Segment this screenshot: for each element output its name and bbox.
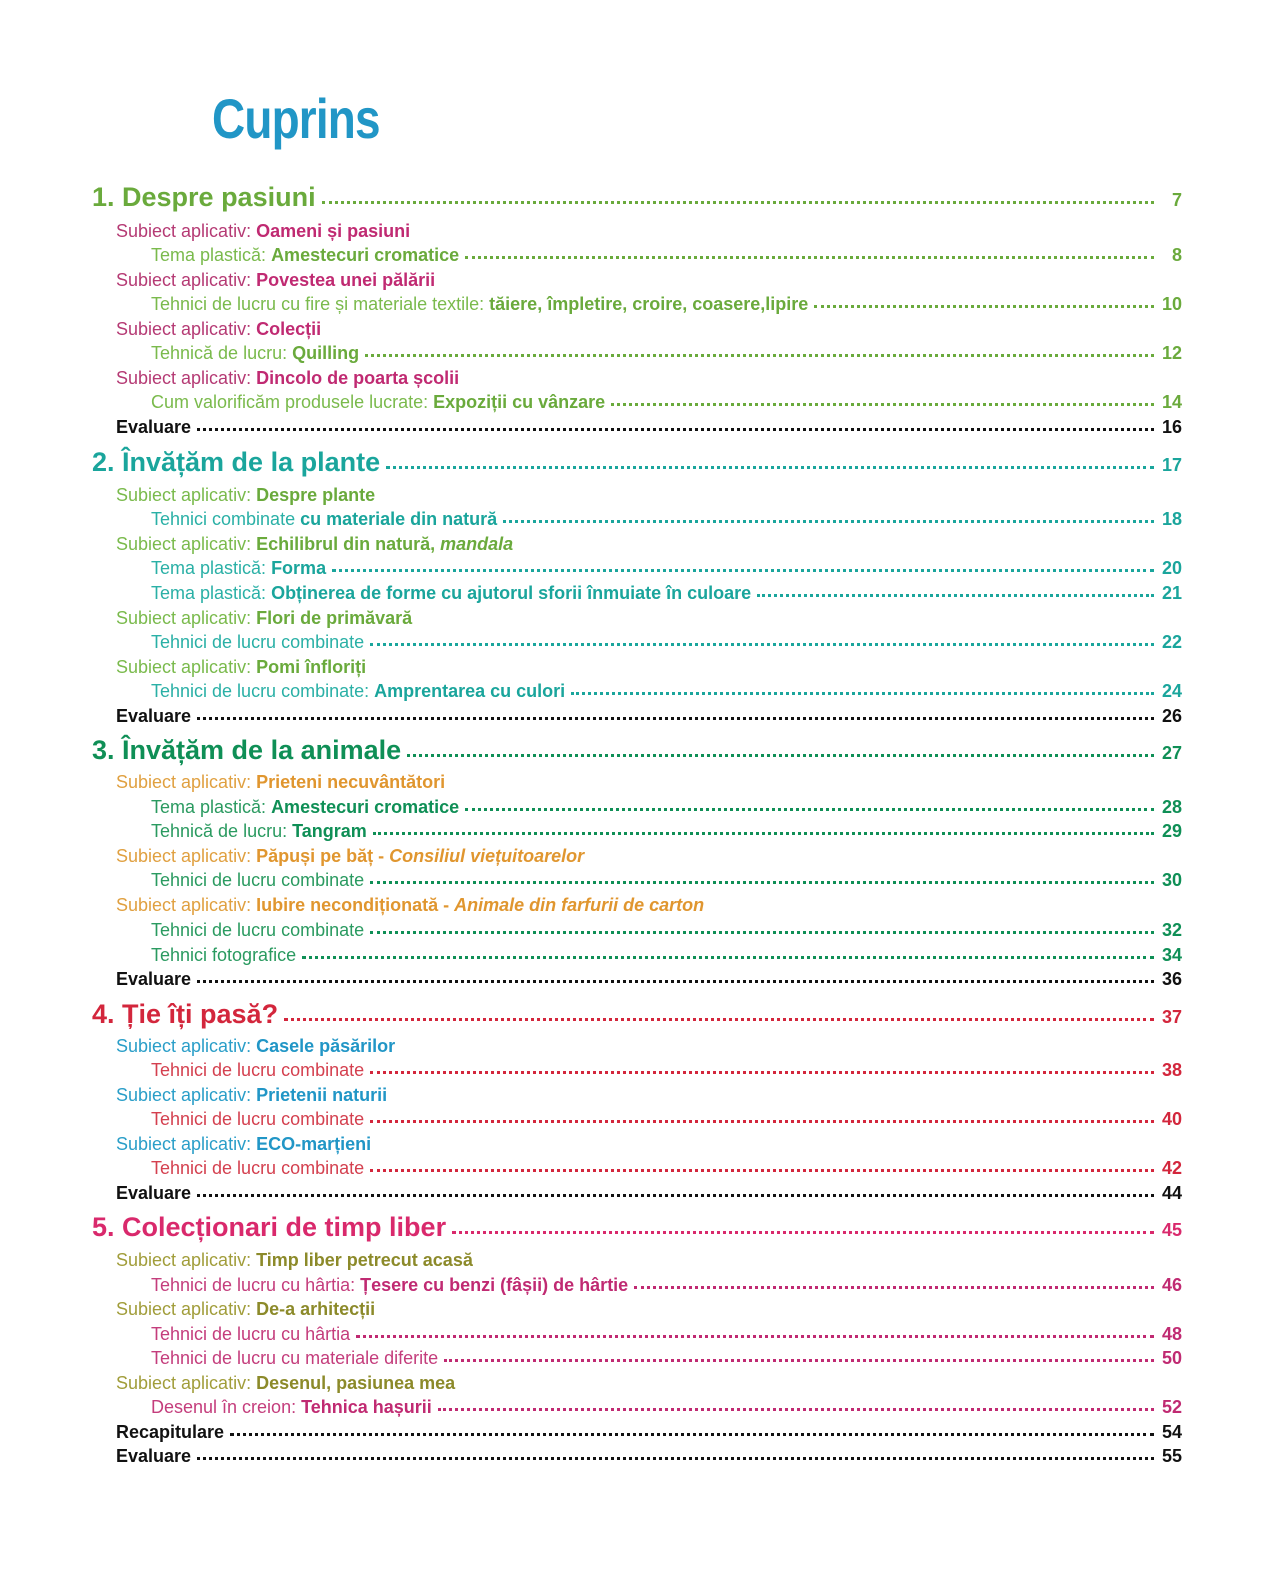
page-number: 14 bbox=[1161, 392, 1182, 412]
toc-entry-text bbox=[116, 707, 191, 725]
page-number: 20 bbox=[1161, 558, 1182, 578]
toc-entry-text bbox=[92, 1214, 446, 1241]
toc-entry-text bbox=[116, 773, 445, 791]
toc-entry-label: Evaluare bbox=[116, 969, 192, 989]
toc-entry-text bbox=[116, 535, 513, 553]
toc-entry-title: Desenul, pasiunea mea bbox=[256, 1373, 456, 1393]
toc-chapter bbox=[92, 449, 1182, 476]
toc-entry-text bbox=[92, 1001, 278, 1028]
toc-evaluation bbox=[116, 1447, 1182, 1465]
dot-leader bbox=[197, 1190, 1154, 1197]
toc-entry-text bbox=[151, 682, 565, 700]
page-number: 50 bbox=[1161, 1348, 1182, 1368]
dot-leader bbox=[365, 350, 1154, 357]
toc-entry-label: Recapitulare bbox=[116, 1422, 225, 1442]
toc-entry bbox=[151, 1061, 1182, 1079]
toc-entry-text bbox=[151, 295, 808, 313]
dot-leader bbox=[465, 804, 1154, 811]
toc-entry-label: 3. Învățăm de la animale bbox=[92, 735, 402, 765]
toc-entry-title: De-a arhitecții bbox=[256, 1299, 376, 1319]
toc-entry-title: Tangram bbox=[292, 821, 367, 841]
toc-entry-title: Amestecuri cromatice bbox=[271, 245, 460, 265]
toc-entry-text bbox=[151, 1276, 628, 1294]
toc-entry-text bbox=[116, 970, 191, 988]
toc-entry-title: Iubire necondiționată - bbox=[256, 895, 455, 915]
dot-leader bbox=[370, 1165, 1154, 1172]
toc-entry-text bbox=[92, 449, 380, 476]
dot-leader bbox=[370, 927, 1154, 934]
toc-subject bbox=[116, 1251, 473, 1269]
dot-leader bbox=[230, 1429, 1154, 1436]
page-number: 37 bbox=[1161, 1007, 1182, 1027]
toc-entry-label: Subiect aplicativ: bbox=[116, 772, 257, 792]
toc-entry-label: Tema plastică: bbox=[151, 558, 272, 578]
dot-leader bbox=[634, 1282, 1154, 1289]
toc-entry-label: 4. Ție îți pasă? bbox=[92, 999, 279, 1029]
page-number: 21 bbox=[1161, 583, 1182, 603]
page-number: 28 bbox=[1161, 797, 1182, 817]
toc-entry bbox=[151, 559, 1182, 577]
toc-entry-text bbox=[151, 393, 605, 411]
toc-entry bbox=[151, 1325, 1182, 1343]
toc-entry bbox=[151, 921, 1182, 939]
page-number: 34 bbox=[1161, 945, 1182, 965]
toc-entry-label: Tehnici de lucru cu hârtia bbox=[151, 1324, 351, 1344]
toc-subject bbox=[116, 271, 435, 289]
page-number: 54 bbox=[1161, 1422, 1182, 1442]
toc-entry-label: Evaluare bbox=[116, 706, 192, 726]
toc-entry-title: Despre plante bbox=[256, 485, 376, 505]
toc-entry-text bbox=[151, 584, 751, 602]
page-title: Cuprins bbox=[212, 87, 380, 150]
dot-leader bbox=[197, 1453, 1154, 1460]
toc-entry-text bbox=[116, 1423, 224, 1441]
toc-entry-text bbox=[116, 609, 412, 627]
page-number: 42 bbox=[1161, 1158, 1182, 1178]
dot-leader bbox=[373, 828, 1154, 835]
toc-entry-subtitle: Consiliul viețuitoarelor bbox=[389, 846, 585, 866]
page-number: 38 bbox=[1161, 1060, 1182, 1080]
toc-entry-title: Colecții bbox=[256, 319, 322, 339]
toc-entry-text bbox=[151, 1061, 364, 1079]
toc-entry-label: Subiect aplicativ: bbox=[116, 1036, 257, 1056]
toc-evaluation bbox=[116, 970, 1182, 988]
toc-entry-title: tăiere, împletire, croire, coasere,lipire bbox=[489, 294, 809, 314]
toc-entry-text bbox=[151, 1110, 364, 1128]
toc-chapter bbox=[92, 737, 1182, 764]
toc-entry-label: Tehnici de lucru cu hârtia: bbox=[151, 1275, 361, 1295]
page-number: 40 bbox=[1161, 1109, 1182, 1129]
toc-entry-text bbox=[151, 946, 296, 964]
toc-entry-text bbox=[151, 1159, 364, 1177]
toc-entry bbox=[151, 246, 1182, 264]
toc-entry-text bbox=[151, 1398, 432, 1416]
toc-entry-subtitle: Animale din farfurii de carton bbox=[454, 895, 705, 915]
toc-entry-text bbox=[151, 246, 459, 264]
toc-entry bbox=[151, 584, 1182, 602]
dot-leader bbox=[370, 1067, 1154, 1074]
toc-subject bbox=[116, 320, 321, 338]
toc-entry-text bbox=[116, 1037, 395, 1055]
toc-chapter bbox=[92, 184, 1182, 211]
page-number: 45 bbox=[1161, 1220, 1182, 1240]
toc-entry-label: Tehnică de lucru: bbox=[151, 343, 293, 363]
toc-subject bbox=[116, 609, 412, 627]
toc-entry-title: Forma bbox=[271, 558, 327, 578]
page-number: 26 bbox=[1161, 706, 1182, 726]
toc-entry-label: Evaluare bbox=[116, 1446, 192, 1466]
toc-entry-label: Subiect aplicativ: bbox=[116, 1250, 257, 1270]
toc-entry-label: Subiect aplicativ: bbox=[116, 1373, 257, 1393]
toc-entry bbox=[151, 1110, 1182, 1128]
dot-leader bbox=[386, 462, 1154, 469]
toc-entry-text bbox=[116, 1447, 191, 1465]
toc-entry-text bbox=[151, 871, 364, 889]
page-number: 48 bbox=[1161, 1324, 1182, 1344]
toc-entry-title: Amprentarea cu culori bbox=[374, 681, 566, 701]
toc-entry-label: Tehnici de lucru combinate bbox=[151, 870, 365, 890]
toc-entry-text bbox=[116, 658, 366, 676]
dot-leader bbox=[370, 1116, 1154, 1123]
page-number: 27 bbox=[1161, 743, 1182, 763]
dot-leader bbox=[757, 590, 1154, 597]
toc-chapter bbox=[92, 1001, 1182, 1028]
toc-entry-label: Subiect aplicativ: bbox=[116, 221, 257, 241]
toc-entry-label: Tehnici de lucru combinate bbox=[151, 920, 365, 940]
toc-entry-title: Pomi înfloriți bbox=[256, 657, 367, 677]
toc-entry-text bbox=[116, 1086, 387, 1104]
dot-leader bbox=[465, 252, 1154, 259]
page-number: 36 bbox=[1161, 969, 1182, 989]
toc-entry-title: Păpuși pe băț - bbox=[256, 846, 390, 866]
toc-subject bbox=[116, 1135, 371, 1153]
toc-subject bbox=[116, 1374, 455, 1392]
toc-entry-title: Prietenii naturii bbox=[256, 1085, 388, 1105]
toc-evaluation bbox=[116, 1423, 1182, 1441]
toc-entry-label: Tehnici fotografice bbox=[151, 945, 297, 965]
toc-entry-label: Evaluare bbox=[116, 1183, 192, 1203]
toc-entry-text bbox=[92, 737, 401, 764]
toc-entry-label: Tehnici de lucru combinate bbox=[151, 632, 365, 652]
toc-evaluation bbox=[116, 1184, 1182, 1202]
dot-leader bbox=[370, 639, 1154, 646]
toc-subject bbox=[116, 486, 375, 504]
page-number: 12 bbox=[1161, 343, 1182, 363]
toc-entry-label: Subiect aplicativ: bbox=[116, 485, 257, 505]
page-number: 16 bbox=[1161, 417, 1182, 437]
toc-entry-label: Subiect aplicativ: bbox=[116, 1085, 257, 1105]
toc-entry-label: Tehnici de lucru combinate bbox=[151, 1158, 365, 1178]
toc-entry-title: Quilling bbox=[292, 343, 360, 363]
dot-leader bbox=[452, 1227, 1154, 1234]
page-number: 24 bbox=[1161, 681, 1182, 701]
toc-entry-title: ECO-marțieni bbox=[256, 1134, 372, 1154]
toc-entry-text bbox=[151, 822, 367, 840]
dot-leader bbox=[611, 399, 1154, 406]
toc-entry-label: Tehnici de lucru combinate: bbox=[151, 681, 375, 701]
toc-entry bbox=[151, 946, 1182, 964]
toc-entry-text bbox=[116, 222, 410, 240]
toc-entry bbox=[151, 393, 1182, 411]
toc-entry-text bbox=[116, 1135, 371, 1153]
page-number: 18 bbox=[1161, 509, 1182, 529]
toc-subject bbox=[116, 1037, 395, 1055]
toc-entry-text bbox=[116, 1184, 191, 1202]
toc-subject bbox=[116, 222, 410, 240]
page-number: 29 bbox=[1161, 821, 1182, 841]
toc-entry-title: Dincolo de poarta școlii bbox=[256, 368, 460, 388]
toc-entry-text bbox=[151, 344, 359, 362]
page-number: 7 bbox=[1171, 190, 1182, 210]
toc-entry bbox=[151, 633, 1182, 651]
toc-entry-label: Subiect aplicativ: bbox=[116, 657, 257, 677]
page-number: 52 bbox=[1161, 1397, 1182, 1417]
toc-entry-label: Subiect aplicativ: bbox=[116, 846, 257, 866]
toc-entry-label: Tehnici combinate bbox=[151, 509, 301, 529]
toc-entry-label: Tema plastică: bbox=[151, 583, 272, 603]
toc-entry-title: Povestea unei pălării bbox=[256, 270, 436, 290]
dot-leader bbox=[197, 713, 1154, 720]
page-number: 8 bbox=[1171, 245, 1182, 265]
toc-entry-subtitle: mandala bbox=[440, 534, 514, 554]
dot-leader bbox=[444, 1355, 1154, 1362]
toc-entry-title: Expoziții cu vânzare bbox=[433, 392, 606, 412]
toc-subject bbox=[116, 1300, 375, 1318]
toc-entry-text bbox=[151, 1349, 438, 1367]
dot-leader bbox=[356, 1331, 1154, 1338]
toc-entry bbox=[151, 822, 1182, 840]
toc-subject bbox=[116, 847, 584, 865]
toc-entry-text bbox=[116, 486, 375, 504]
toc-entry-label: Subiect aplicativ: bbox=[116, 368, 257, 388]
dot-leader bbox=[571, 688, 1154, 695]
toc-entry-label: Subiect aplicativ: bbox=[116, 1299, 257, 1319]
dot-leader bbox=[503, 516, 1154, 523]
toc-subject bbox=[116, 369, 459, 387]
toc-entry-title: Tehnica hașurii bbox=[301, 1397, 432, 1417]
toc-entry-text bbox=[116, 1251, 473, 1269]
toc-entry-label: Subiect aplicativ: bbox=[116, 270, 257, 290]
toc-entry-text bbox=[116, 847, 584, 865]
toc-entry-label: Subiect aplicativ: bbox=[116, 608, 257, 628]
toc-entry-label: 1. Despre pasiuni bbox=[92, 182, 316, 212]
toc-entry-text bbox=[116, 369, 459, 387]
page-number: 30 bbox=[1161, 870, 1182, 890]
toc-chapter bbox=[92, 1214, 1182, 1241]
toc-entry-title: Țesere cu benzi (fâșii) de hârtie bbox=[360, 1275, 629, 1295]
toc-entry bbox=[151, 1349, 1182, 1367]
toc-entry bbox=[151, 871, 1182, 889]
toc-entry-label: Tema plastică: bbox=[151, 797, 272, 817]
toc-entry-label: 2. Învățăm de la plante bbox=[92, 447, 381, 477]
toc-entry bbox=[151, 682, 1182, 700]
toc-entry-label: Tehnici de lucru combinate bbox=[151, 1109, 365, 1129]
toc-entry bbox=[151, 1276, 1182, 1294]
toc-entry-label: 5. Colecționari de timp liber bbox=[92, 1212, 447, 1242]
page-number: 55 bbox=[1161, 1446, 1182, 1466]
toc-evaluation bbox=[116, 707, 1182, 725]
toc-evaluation bbox=[116, 418, 1182, 436]
toc-subject bbox=[116, 535, 513, 553]
dot-leader bbox=[407, 750, 1154, 757]
page-number: 22 bbox=[1161, 632, 1182, 652]
toc-entry-title: Casele păsărilor bbox=[256, 1036, 396, 1056]
toc-entry-label: Evaluare bbox=[116, 417, 192, 437]
toc-entry-title: Amestecuri cromatice bbox=[271, 797, 460, 817]
toc-entry-text bbox=[151, 798, 459, 816]
page-number: 32 bbox=[1161, 920, 1182, 940]
toc-entry-text bbox=[116, 896, 704, 914]
dot-leader bbox=[302, 952, 1154, 959]
toc-entry-label: Subiect aplicativ: bbox=[116, 319, 257, 339]
toc-entry-label: Tehnici de lucru cu materiale diferite bbox=[151, 1348, 439, 1368]
toc-entry-text bbox=[151, 1325, 350, 1343]
toc-entry-text bbox=[151, 559, 326, 577]
toc-entry bbox=[151, 798, 1182, 816]
toc-entry-title: Echilibrul din natură, bbox=[256, 534, 441, 554]
toc-entry-title: Obținerea de forme cu ajutorul sforii înmuiate în culoare bbox=[271, 583, 752, 603]
toc-entry-label: Cum valorificăm produsele lucrate: bbox=[151, 392, 434, 412]
toc-entry-label: Tehnică de lucru: bbox=[151, 821, 293, 841]
toc-entry-label: Tehnici de lucru cu fire și materiale textile: bbox=[151, 294, 490, 314]
toc-entry bbox=[151, 1398, 1182, 1416]
page-number: 44 bbox=[1161, 1183, 1182, 1203]
toc-entry bbox=[151, 1159, 1182, 1177]
page-number: 17 bbox=[1161, 455, 1182, 475]
toc-entry-text bbox=[151, 633, 364, 651]
toc-entry-text bbox=[116, 1300, 375, 1318]
dot-leader bbox=[814, 301, 1154, 308]
toc-subject bbox=[116, 658, 366, 676]
dot-leader bbox=[332, 565, 1154, 572]
toc-entry-text bbox=[151, 510, 497, 528]
toc-entry-text bbox=[116, 418, 191, 436]
dot-leader bbox=[322, 197, 1154, 204]
toc-subject bbox=[116, 896, 704, 914]
toc-entry-text bbox=[116, 320, 321, 338]
toc-entry bbox=[151, 295, 1182, 313]
toc-entry bbox=[151, 344, 1182, 362]
page-number: 46 bbox=[1161, 1275, 1182, 1295]
toc-subject bbox=[116, 773, 445, 791]
page-number: 10 bbox=[1161, 294, 1182, 314]
toc-entry bbox=[151, 510, 1182, 528]
toc-entry-label: Tema plastică: bbox=[151, 245, 272, 265]
dot-leader bbox=[197, 424, 1154, 431]
toc-entry-label: Subiect aplicativ: bbox=[116, 895, 257, 915]
toc-subject bbox=[116, 1086, 387, 1104]
toc-entry-title: Flori de primăvară bbox=[256, 608, 413, 628]
dot-leader bbox=[197, 976, 1154, 983]
toc-entry-label: Tehnici de lucru combinate bbox=[151, 1060, 365, 1080]
toc-entry-label: Subiect aplicativ: bbox=[116, 534, 257, 554]
dot-leader bbox=[370, 877, 1154, 884]
toc-entry-text bbox=[116, 1374, 455, 1392]
toc-entry-title: Oameni și pasiuni bbox=[256, 221, 411, 241]
toc-entry-title: cu materiale din natură bbox=[300, 509, 498, 529]
toc-entry-title: Timp liber petrecut acasă bbox=[256, 1250, 473, 1270]
toc-entry-text bbox=[92, 184, 316, 211]
toc-entry-text bbox=[151, 921, 364, 939]
toc-entry-label: Subiect aplicativ: bbox=[116, 1134, 257, 1154]
toc-entry-title: Prieteni necuvântători bbox=[256, 772, 446, 792]
toc-entry-label: Desenul în creion: bbox=[151, 1397, 302, 1417]
dot-leader bbox=[284, 1014, 1154, 1021]
dot-leader bbox=[438, 1404, 1154, 1411]
toc-entry-text bbox=[116, 271, 435, 289]
